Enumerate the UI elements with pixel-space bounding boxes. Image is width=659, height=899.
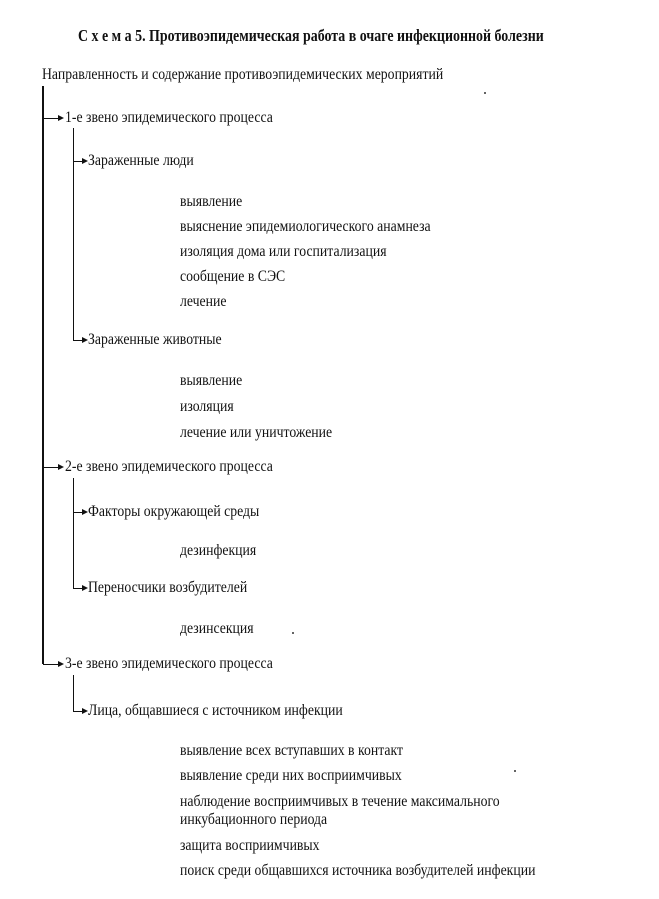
link3-arrow-icon (58, 661, 64, 667)
list-item: лечение (180, 293, 227, 310)
list-item: выявление (180, 193, 243, 210)
scheme-title: С х е м а 5. Противоэпидемическая работа в очаге инфекционной болезни (78, 26, 544, 45)
list-item: лечение или уничтожение (180, 424, 333, 441)
list-item: наблюдение восприимчивых в течение максимального (180, 793, 500, 810)
list-item: сообщение в СЭС (180, 268, 286, 285)
group-contacts: Лица, общавшиеся с источником инфекции (88, 702, 343, 719)
group-vectors: Переносчики возбудителей (88, 579, 248, 596)
list-item: выявление всех вступавших в контакт (180, 742, 404, 759)
link3-label: 3-е звено эпидемического процесса (65, 655, 273, 672)
link2-label: 2-е звено эпидемического процесса (65, 458, 273, 475)
list-item: выявление среди них восприимчивых (180, 767, 402, 784)
scan-speck (292, 632, 294, 634)
link2-subtrunk-line (73, 478, 74, 588)
list-item: изоляция (180, 398, 234, 415)
group-infected-people: Зараженные люди (88, 152, 194, 169)
list-item: дезинсекция (180, 620, 254, 637)
main-trunk-line (42, 86, 44, 664)
list-item: изоляция дома или госпитализация (180, 243, 387, 260)
link2-arrow-icon (58, 464, 64, 470)
group-environment-factors: Факторы окружающей среды (88, 503, 260, 520)
scan-speck (514, 770, 516, 772)
list-item: выяснение эпидемиологического анамнеза (180, 218, 431, 235)
root-heading: Направленность и содержание противоэпидемических мероприятий (42, 66, 444, 83)
list-item: дезинфекция (180, 542, 257, 559)
list-item: защита восприимчивых (180, 837, 320, 854)
link1-label: 1-е звено эпидемического процесса (65, 109, 273, 126)
link1-subtrunk-line (73, 128, 74, 340)
list-item: поиск среди общавшихся источника возбудителей инфекции (180, 862, 536, 879)
link2-connector (43, 467, 59, 468)
link3-subtrunk-line (73, 675, 74, 711)
link1-connector (43, 118, 59, 119)
list-item: инкубационного периода (180, 811, 328, 828)
link1-arrow-icon (58, 115, 64, 121)
scan-speck (484, 92, 486, 94)
link3-connector (43, 664, 59, 665)
list-item: выявление (180, 372, 243, 389)
group-infected-animals: Зараженные животные (88, 331, 222, 348)
